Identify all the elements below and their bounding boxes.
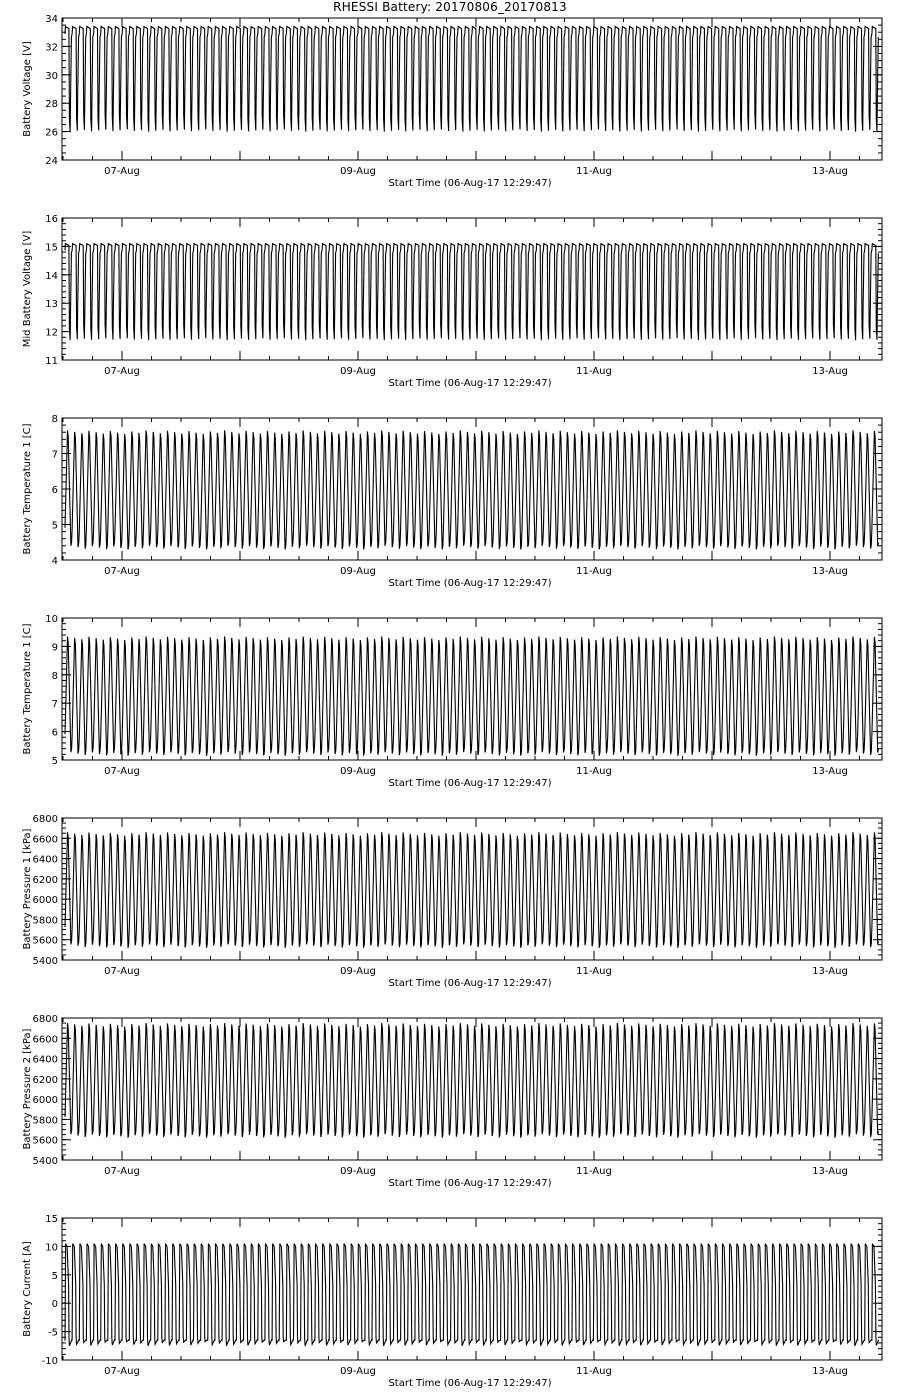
y-tick-label: 14 bbox=[45, 270, 58, 282]
data-series-line bbox=[65, 832, 878, 948]
x-tick-label: 11-Aug bbox=[576, 166, 612, 177]
y-tick-label: 12 bbox=[45, 327, 58, 339]
data-series-line bbox=[65, 27, 878, 132]
x-tick-label: 09-Aug bbox=[340, 966, 376, 977]
y-tick-label: 8 bbox=[51, 670, 58, 682]
x-tick-label: 07-Aug bbox=[104, 166, 140, 177]
y-tick-label: 6800 bbox=[32, 1014, 58, 1025]
y-tick-label: 15 bbox=[45, 242, 58, 254]
x-tick-label: 07-Aug bbox=[104, 1366, 140, 1377]
x-tick-label: 09-Aug bbox=[340, 366, 376, 377]
data-series-line bbox=[65, 637, 878, 756]
y-tick-label: 6600 bbox=[32, 1034, 58, 1046]
panel-2 bbox=[22, 214, 882, 389]
y-tick-label: 10 bbox=[45, 1242, 58, 1254]
x-tick-label: 13-Aug bbox=[812, 1166, 848, 1177]
y-tick-label: 34 bbox=[45, 14, 58, 25]
chart-title: RHESSI Battery: 20170806_20170813 bbox=[333, 0, 567, 14]
y-tick-label: 6400 bbox=[32, 854, 58, 866]
y-tick-label: 5600 bbox=[32, 1135, 58, 1147]
x-tick-label: 11-Aug bbox=[576, 966, 612, 977]
y-tick-label: -5 bbox=[48, 1327, 58, 1339]
y-tick-label: 6 bbox=[51, 485, 58, 496]
y-tick-label: 6800 bbox=[32, 814, 58, 825]
y-tick-label: 26 bbox=[45, 127, 58, 139]
data-series-line bbox=[65, 430, 878, 549]
y-tick-label: 5800 bbox=[32, 1115, 58, 1127]
x-tick-label: 07-Aug bbox=[104, 1166, 140, 1177]
y-tick-label: 16 bbox=[45, 214, 58, 225]
y-tick-label: 6400 bbox=[32, 1054, 58, 1066]
x-axis-label: Start Time (06-Aug-17 12:29:47) bbox=[388, 578, 552, 589]
data-series-line bbox=[65, 1023, 878, 1138]
y-axis-label: Battery Current [A] bbox=[22, 1241, 33, 1337]
y-tick-label: 15 bbox=[45, 1214, 58, 1225]
y-tick-label: 6 bbox=[51, 727, 58, 739]
y-tick-label: 5 bbox=[51, 756, 58, 767]
x-tick-label: 07-Aug bbox=[104, 566, 140, 577]
y-tick-label: 10 bbox=[45, 614, 58, 625]
x-axis-label: Start Time (06-Aug-17 12:29:47) bbox=[388, 378, 552, 389]
y-axis-label: Battery Temperature 1 [C] bbox=[22, 423, 33, 555]
x-tick-label: 09-Aug bbox=[340, 1166, 376, 1177]
x-tick-label: 11-Aug bbox=[576, 1166, 612, 1177]
y-axis-label: Battery Voltage [V] bbox=[22, 41, 33, 137]
y-tick-label: 13 bbox=[45, 299, 58, 311]
x-tick-label: 07-Aug bbox=[104, 366, 140, 377]
y-tick-label: 5400 bbox=[32, 1156, 58, 1167]
y-tick-label: 5800 bbox=[32, 915, 58, 927]
y-tick-label: 7 bbox=[51, 449, 58, 461]
y-tick-label: 6000 bbox=[32, 1095, 58, 1107]
y-tick-label: 6200 bbox=[32, 1074, 58, 1086]
x-tick-label: 11-Aug bbox=[576, 1366, 612, 1377]
y-tick-label: -10 bbox=[41, 1356, 58, 1367]
y-tick-label: 4 bbox=[51, 556, 58, 567]
plot-frame bbox=[62, 1018, 882, 1160]
x-axis-label: Start Time (06-Aug-17 12:29:47) bbox=[388, 1178, 552, 1189]
data-series-line bbox=[65, 244, 878, 341]
x-tick-label: 13-Aug bbox=[812, 966, 848, 977]
y-tick-label: 9 bbox=[51, 642, 58, 654]
y-tick-label: 24 bbox=[45, 156, 58, 167]
y-tick-label: 28 bbox=[45, 99, 58, 111]
data-series-line bbox=[65, 1244, 879, 1346]
x-tick-label: 13-Aug bbox=[812, 166, 848, 177]
panel-7 bbox=[22, 1214, 882, 1389]
y-tick-label: 8 bbox=[51, 414, 58, 425]
y-tick-label: 6200 bbox=[32, 874, 58, 886]
y-axis-label: Battery Pressure 2 [kPa] bbox=[22, 1028, 33, 1150]
y-tick-label: 5 bbox=[51, 520, 58, 532]
x-tick-label: 09-Aug bbox=[340, 1366, 376, 1377]
x-tick-label: 13-Aug bbox=[812, 1366, 848, 1377]
y-tick-label: 30 bbox=[45, 70, 58, 82]
y-tick-label: 5 bbox=[51, 1270, 58, 1282]
x-tick-label: 11-Aug bbox=[576, 566, 612, 577]
x-tick-label: 09-Aug bbox=[340, 566, 376, 577]
x-tick-label: 13-Aug bbox=[812, 766, 848, 777]
x-tick-label: 09-Aug bbox=[340, 166, 376, 177]
x-axis-label: Start Time (06-Aug-17 12:29:47) bbox=[388, 778, 552, 789]
y-tick-label: 32 bbox=[45, 42, 58, 54]
y-tick-label: 5400 bbox=[32, 956, 58, 967]
y-axis-label: Battery Temperature 1 [C] bbox=[22, 623, 33, 755]
y-tick-label: 5600 bbox=[32, 935, 58, 947]
x-tick-label: 13-Aug bbox=[812, 366, 848, 377]
x-tick-label: 11-Aug bbox=[576, 366, 612, 377]
y-tick-label: 6600 bbox=[32, 834, 58, 846]
panel-4 bbox=[22, 614, 882, 789]
x-tick-label: 07-Aug bbox=[104, 966, 140, 977]
x-axis-label: Start Time (06-Aug-17 12:29:47) bbox=[388, 978, 552, 989]
y-tick-label: 0 bbox=[51, 1299, 58, 1311]
y-tick-label: 6000 bbox=[32, 895, 58, 907]
x-tick-label: 07-Aug bbox=[104, 766, 140, 777]
y-axis-label: Mid Battery Voltage [V] bbox=[22, 230, 33, 348]
y-axis-label: Battery Pressure 1 [kPa] bbox=[22, 828, 33, 950]
x-tick-label: 09-Aug bbox=[340, 766, 376, 777]
panel-3 bbox=[22, 414, 882, 589]
y-tick-label: 7 bbox=[51, 699, 58, 711]
x-tick-label: 11-Aug bbox=[576, 766, 612, 777]
panel-5 bbox=[22, 814, 882, 989]
x-axis-label: Start Time (06-Aug-17 12:29:47) bbox=[388, 1378, 552, 1389]
x-tick-label: 13-Aug bbox=[812, 566, 848, 577]
panel-1 bbox=[22, 14, 882, 189]
x-axis-label: Start Time (06-Aug-17 12:29:47) bbox=[388, 178, 552, 189]
panel-6 bbox=[22, 1014, 882, 1189]
y-tick-label: 11 bbox=[45, 356, 58, 367]
